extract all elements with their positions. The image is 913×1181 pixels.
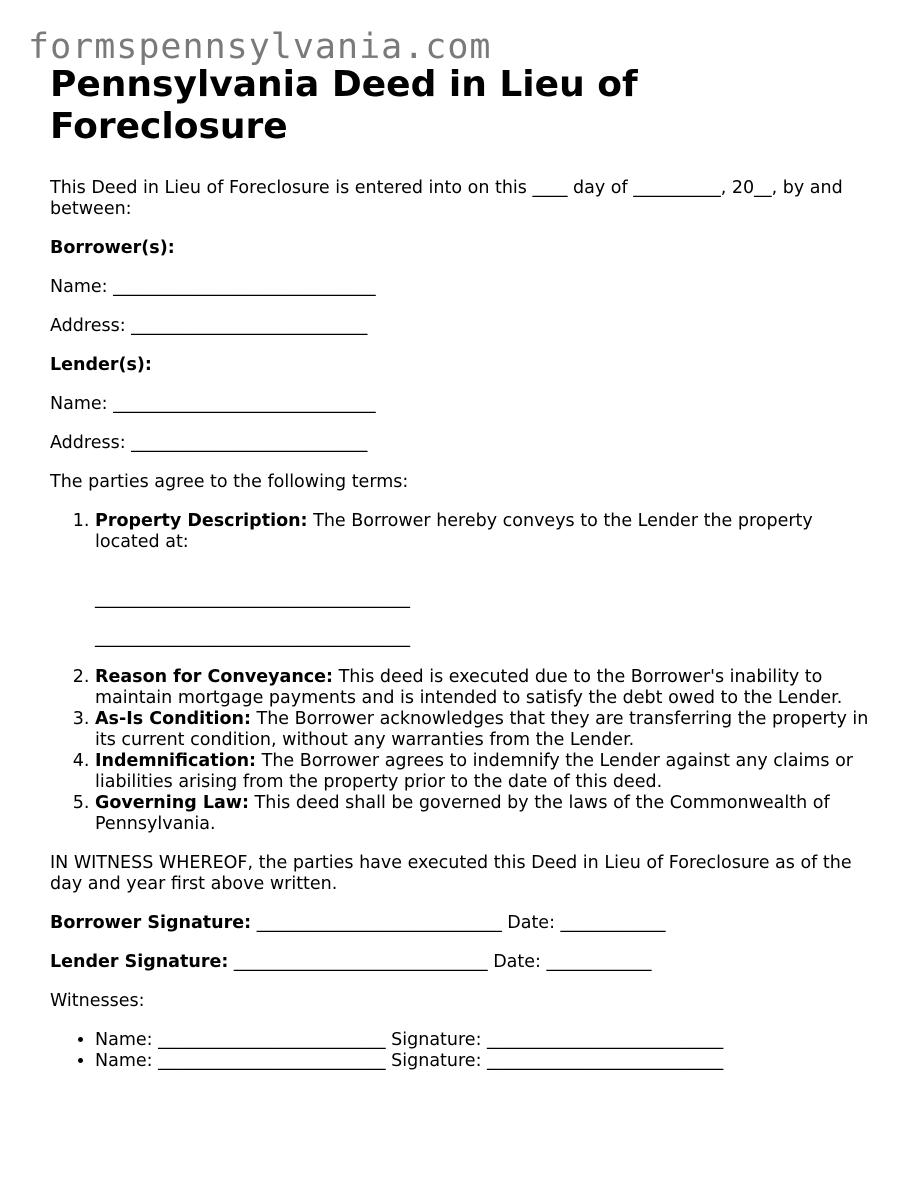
borrower-signature-label: Borrower Signature: [50,913,252,933]
term-item-property-description [95,511,870,667]
term-item-reason [95,667,870,709]
borrower-name-field: Name: ______________________________ [50,277,376,297]
term-item-indemnification [95,751,870,793]
deed-document [50,64,870,1072]
term-text: The Borrower acknowledges that they are transferring the property in its current condition, without any warranties from the Lender. [95,709,869,750]
lender-name-field: Name: ______________________________ [50,394,376,414]
property-address-line: ____________________________________ [95,589,410,609]
property-address-lines [95,553,870,667]
term-item-governing-law [95,793,870,835]
term-label: As-Is Condition: [95,709,251,729]
witnesses-list [50,1030,870,1072]
borrower-signature-line [50,913,870,934]
borrower-signature-blank: ____________________________ Date: ____________ [251,913,666,933]
terms-intro: The parties agree to the following terms: [50,472,409,492]
term-label: Reason for Conveyance: [95,667,334,687]
borrower-heading: Borrower(s): [50,238,175,258]
witness-item: • Name: __________________________ Signature: ___________________________ [95,1030,870,1051]
lender-signature-blank: _____________________________ Date: ____________ [228,952,652,972]
borrower-address-field: Address: ___________________________ [50,316,368,336]
lender-address-field: Address: ___________________________ [50,433,368,453]
lender-signature-line [50,952,870,973]
term-label: Indemnification: [95,751,257,771]
term-item-as-is [95,709,870,751]
site-watermark: formspennsylvania.com [28,27,492,67]
lender-signature-label: Lender Signature: [50,952,229,972]
term-label: Property Description: [95,511,308,531]
term-text: This deed shall be governed by the laws of the Commonwealth of Pennsylvania. [95,793,830,834]
witness-item: • Name: __________________________ Signature: ___________________________ [95,1051,870,1072]
terms-list [50,511,870,835]
term-text: This deed is executed due to the Borrower's inability to maintain mortgage payments and is intended to satisfy the debt owed to the Lender. [95,667,843,708]
document-title: Pennsylvania Deed in Lieu of Foreclosure [50,64,638,147]
property-address-line: ____________________________________ [95,628,410,648]
witnesses-heading: Witnesses: [50,991,145,1011]
witness-clause: IN WITNESS WHEREOF, the parties have executed this Deed in Lieu of Foreclosure as of the day and year first above written. [50,853,852,894]
term-text: The Borrower agrees to indemnify the Lender against any claims or liabilities arising from the property prior to the date of this deed. [95,751,853,792]
term-text: The Borrower hereby conveys to the Lender the property located at: [95,511,813,552]
intro-paragraph: This Deed in Lieu of Foreclosure is entered into on this ____ day of __________, 20__, by and between: [50,178,843,219]
term-label: Governing Law: [95,793,249,813]
lender-heading: Lender(s): [50,355,152,375]
